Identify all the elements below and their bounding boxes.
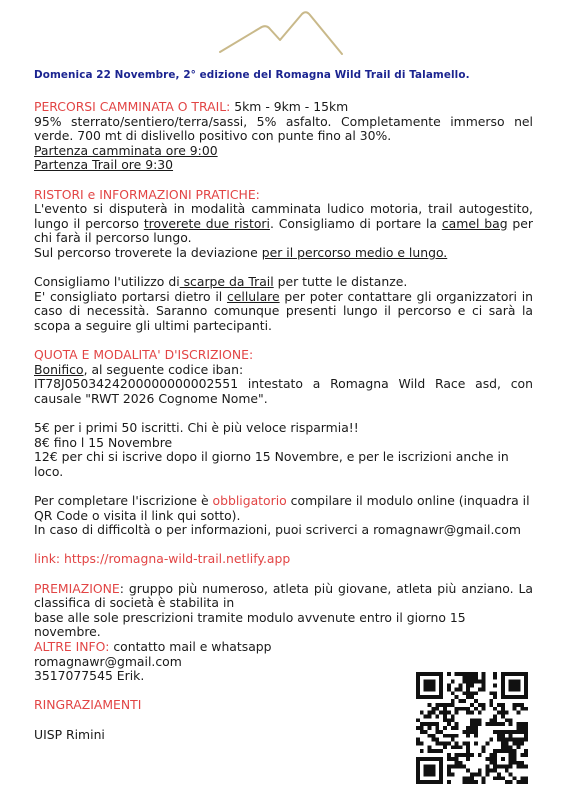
altre-info-phone: 3517077545 Erik. — [34, 668, 145, 684]
scarpe-underlined: scarpe da Trail — [179, 274, 274, 290]
complete-text: Per completare l'iscrizione è — [34, 493, 213, 509]
altre-info-email: romagnawr@gmail.com — [34, 653, 182, 669]
ristori-text: per tutte le distanze. — [273, 274, 408, 290]
complete-registration — [34, 494, 533, 523]
percorsi-heading-line — [34, 100, 533, 115]
ristori-text: Sul percorso troverete la deviazione — [34, 244, 262, 260]
ringraziamenti-heading: RINGRAZIAMENTI — [34, 697, 142, 713]
altre-info-heading: ALTRE INFO: — [34, 638, 110, 654]
iban-line: IT78J0503424200000000002551 intestato a Romagna Wild Race asd, con causale "RWT 2026 Cognome Nome". — [34, 376, 533, 406]
ristori-heading: RISTORI e INFORMAZIONI PRATICHE: — [34, 186, 260, 202]
price-3: 12€ per chi si iscrive dopo il giorno 15 Novembre, e per le iscrizioni anche in loco. — [34, 449, 509, 479]
price-1: 5€ per i primi 50 iscritti. Chi è più veloce risparmia!! — [34, 420, 359, 436]
ristori-paragraph-1 — [34, 202, 533, 246]
bonifico-underlined: Bonifico — [34, 361, 84, 377]
premiazione-text-2: base alle sole prescrizioni tramite modulo avvenute entro il giorno 15 novembre. — [34, 609, 466, 640]
premiazione-heading: PREMIAZIONE — [34, 580, 120, 596]
bonifico-rest: , al seguente codice iban: — [83, 361, 244, 377]
premiazione-text: : gruppo più numeroso, atleta più giovane, atleta più anziano. La classifica di società è stabilita in — [34, 580, 533, 611]
start-walk: Partenza camminata ore 9:00 — [34, 142, 218, 158]
complete-text: compilare il modulo online (inquadra il QR Code o visita il link qui sotto). — [34, 493, 530, 523]
document-body — [34, 100, 533, 742]
contact-line: In caso di difficoltà o per informazioni, puoi scriverci a romagnawr@gmail.com — [34, 522, 521, 538]
ristori-text: E' consigliato portarsi dietro il — [34, 288, 227, 304]
mountain-logo-icon — [216, 10, 346, 56]
premiazione-paragraph — [34, 582, 533, 611]
ristori-paragraph-4 — [34, 290, 533, 334]
altre-info-text: contatto mail e whatsapp — [109, 638, 272, 654]
ristori-paragraph-2 — [34, 246, 533, 261]
ristori-text: per poter contattare gli organizzatori in caso di necessità. Saranno comunque presenti lungo il percorso e ci sarà la scopa a seguire gli ultimi partecipanti. — [34, 288, 533, 333]
qr-code-icon[interactable] — [416, 672, 528, 784]
ristori-underlined: troverete due ristori — [143, 215, 270, 231]
bonifico-line — [34, 363, 533, 378]
percorsi-description: 95% sterrato/sentiero/terra/sassi, 5% asfalto. Completamente immerso nel verde. 700 mt di dislivello positivo con punte fino al 30%. — [34, 113, 533, 144]
event-headline: Domenica 22 Novembre, 2° edizione del Romagna Wild Trail di Talamello. — [34, 69, 470, 81]
quota-heading: QUOTA E MODALITA' D'ISCRIZIONE: — [34, 347, 254, 363]
altre-info-line — [34, 640, 533, 655]
ristori-text: Consigliamo l'utilizzo di — [34, 274, 180, 290]
price-2: 8€ fino l 15 Novembre — [34, 434, 173, 450]
ristori-paragraph-3 — [34, 275, 533, 290]
deviazione-underlined: per il percorso medio e lungo. — [261, 244, 448, 260]
percorsi-distances: 5km - 9km - 15km — [230, 99, 349, 114]
ristori-text: . Consigliamo di portare la — [269, 215, 442, 231]
registration-link[interactable]: link: https://romagna-wild-trail.netlify.app — [34, 551, 291, 567]
obbligatorio: obbligatorio — [212, 493, 287, 509]
sponsor: UISP Rimini — [34, 726, 105, 742]
cellulare-underlined: cellulare — [226, 288, 280, 304]
ristori-text: per chi farà il percorso lungo. — [34, 215, 533, 246]
camel-bag-underlined: camel bag — [441, 215, 508, 231]
start-trail: Partenza Trail ore 9:30 — [34, 157, 174, 173]
ristori-text: L'evento si disputerà in modalità camminata ludico motoria, trail autogestito, lungo il percorso — [34, 201, 533, 231]
percorsi-heading: PERCORSI CAMMINATA O TRAIL: — [34, 99, 231, 114]
